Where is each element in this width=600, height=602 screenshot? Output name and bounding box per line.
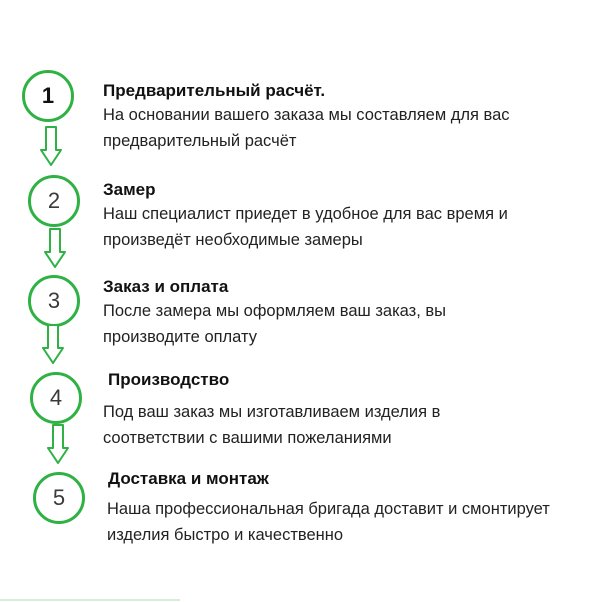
step-1-number: 1 — [41, 83, 55, 108]
step-4-title: Производство — [108, 370, 230, 389]
step-3-circle — [28, 275, 80, 327]
step-1-title: Предварительный расчёт. — [103, 81, 326, 100]
step-4-number: 4 — [49, 385, 63, 410]
down-arrow-icon — [42, 324, 64, 362]
bottom-divider — [0, 599, 180, 601]
step-2-circle — [28, 175, 80, 227]
step-5-title: Доставка и монтаж — [108, 469, 269, 488]
down-arrow-icon — [40, 126, 62, 164]
down-arrow-icon — [44, 228, 66, 266]
down-arrow-icon — [47, 424, 69, 462]
step-1-circle — [22, 70, 74, 122]
step-3-description: После замера мы оформляем ваш заказ, вы производите оплату — [103, 302, 447, 346]
step-5-number: 5 — [52, 485, 66, 510]
step-3-number: 3 — [47, 288, 61, 313]
step-2-description: Наш специалист приедет в удобное для вас время и произведёт необходимые замеры — [103, 205, 508, 249]
step-5-description: Наша профессиональная бригада доставит и смонтирует изделия быстро и качественно — [107, 500, 550, 544]
step-4-circle — [30, 372, 82, 424]
step-5-circle — [33, 472, 85, 524]
step-2-number: 2 — [47, 188, 61, 213]
step-2-title: Замер — [103, 180, 156, 199]
step-4-description: Под ваш заказ мы изготавливаем изделия в соответствии с вашими пожеланиями — [103, 403, 441, 447]
step-3-title: Заказ и оплата — [103, 277, 229, 296]
step-1-description: На основании вашего заказа мы составляем для вас предварительный расчёт — [103, 106, 510, 150]
